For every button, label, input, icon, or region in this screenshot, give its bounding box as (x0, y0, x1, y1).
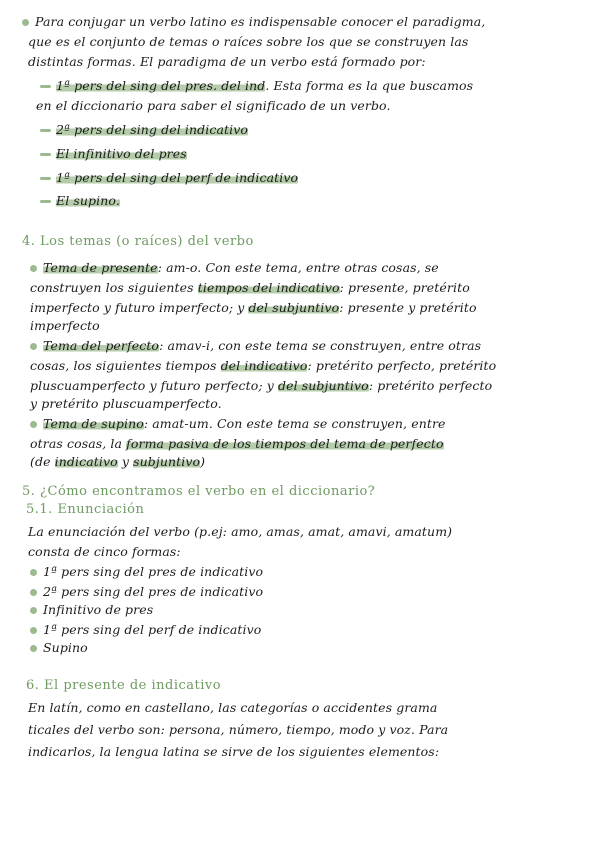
bullet-dot-icon (30, 589, 37, 596)
section-6-heading: 6. El presente de indicativo (26, 678, 222, 693)
forma-item-1: 1ª pers sing del pres de indicativo (30, 564, 263, 580)
forma-item-2: 2ª pers sing del pres de indicativo (30, 584, 263, 600)
section-5-1-subheading: 5.1. Enunciación (26, 502, 145, 517)
forma-item-4: 1ª pers sing del perf de indicativo (30, 622, 261, 638)
tema-presente-line-3: imperfecto y futuro imperfecto; y del subjuntivo: presente y pretérito (30, 300, 477, 315)
intro-text-1: Para conjugar un verbo latino es indispensable conocer el paradigma, (35, 14, 486, 29)
section-5-heading: 5. ¿Cómo encontramos el verbo en el diccionario? (22, 484, 376, 499)
intro-line-3: distintas formas. El paradigma de un verbo está formado por: (28, 54, 426, 69)
dash-bullet-icon (40, 85, 51, 88)
tema-perfecto-line-4: y pretérito pluscuamperfecto. (30, 396, 222, 411)
dash-bullet-icon (40, 153, 51, 156)
tema-perfecto-line-3: pluscuamperfecto y futuro perfecto; y del subjuntivo: pretérito perfecto (30, 378, 493, 393)
paradigm-item-1: 1ª pers del sing del pres. del ind. Esta forma es la que buscamos (40, 78, 473, 94)
bullet-dot-icon (30, 421, 37, 428)
dash-bullet-icon (40, 200, 51, 203)
presente-line-3: indicarlos, la lengua latina se sirve de los siguientes elementos: (28, 744, 440, 759)
dash-bullet-icon (40, 177, 51, 180)
tema-perfecto-line-2: cosas, los siguientes tiempos del indicativo: pretérito perfecto, pretérito (30, 358, 497, 373)
tema-supino-label: Tema de supino (43, 416, 144, 431)
bullet-dot-icon (30, 645, 37, 652)
tema-supino-line-1: Tema de supino: amat-um. Con este tema se construyen, entre (30, 416, 446, 432)
tema-perfecto-line-1: Tema del perfecto: amav-i, con este tema se construyen, entre otras (30, 338, 481, 354)
bullet-dot-icon (22, 19, 29, 26)
tema-perfecto-label: Tema del perfecto (43, 338, 160, 353)
enunciacion-line-2: consta de cinco formas: (28, 544, 181, 559)
bullet-dot-icon (30, 607, 37, 614)
enunciacion-line-1: La enunciación del verbo (p.ej: amo, amas, amat, amavi, amatum) (28, 524, 453, 539)
forma-item-5: Supino (30, 640, 88, 656)
paradigm-item-3: El infinitivo del pres (40, 146, 187, 162)
tema-presente-line-1: Tema de presente: am-o. Con este tema, entre otras cosas, se (30, 260, 439, 276)
tema-presente-line-4: imperfecto (30, 318, 100, 333)
intro-line-1 (22, 14, 485, 30)
bullet-dot-icon (30, 569, 37, 576)
bullet-dot-icon (30, 343, 37, 350)
tema-presente-line-2: construyen los siguientes tiempos del indicativo: presente, pretérito (30, 280, 470, 295)
presente-line-2: ticales del verbo son: persona, número, tiempo, modo y voz. Para (28, 722, 449, 737)
paradigm-item-2: 2ª pers del sing del indicativo (40, 122, 248, 138)
bullet-dot-icon (30, 265, 37, 272)
intro-line-2: que es el conjunto de temas o raíces sobre los que se construyen las (28, 34, 469, 49)
paradigm-item-1-cont: en el diccionario para saber el significado de un verbo. (36, 98, 391, 113)
bullet-dot-icon (30, 627, 37, 634)
paradigm-item-5: El supino. (40, 193, 120, 209)
dash-bullet-icon (40, 129, 51, 132)
tema-presente-label: Tema de presente (43, 260, 158, 275)
section-4-heading: 4. Los temas (o raíces) del verbo (22, 234, 254, 249)
tema-supino-line-3: (de indicativo y subjuntivo) (30, 454, 206, 469)
tema-supino-line-2: otras cosas, la forma pasiva de los tiempos del tema de perfecto (30, 436, 444, 451)
forma-item-3: Infinitivo de pres (30, 602, 153, 618)
presente-line-1: En latín, como en castellano, las categorías o accidentes grama (28, 700, 438, 715)
paradigm-item-4: 1ª pers del sing del perf de indicativo (40, 170, 298, 186)
